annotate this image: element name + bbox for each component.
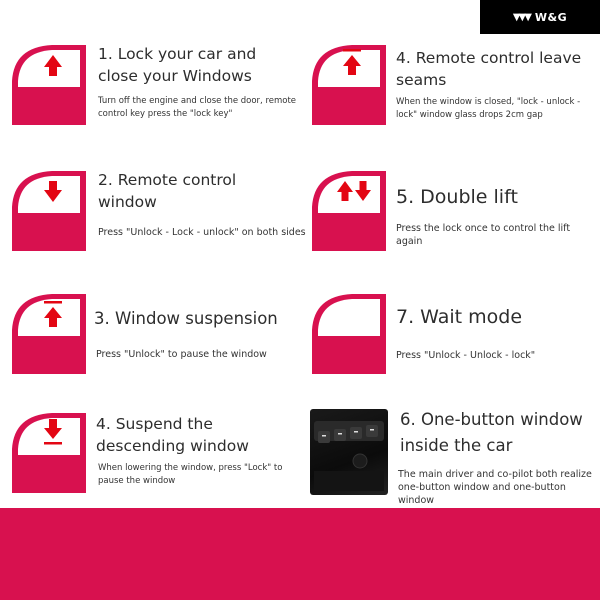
door-window-icon [10, 409, 88, 495]
card-title: 2. Remote control window [98, 171, 237, 211]
card-title: 1. Lock your car and close your Windows [98, 45, 257, 85]
card-title: 6. One-button window inside the car [400, 410, 583, 455]
wings-icon: ▼▼▼ [512, 11, 530, 23]
door-window-icon [10, 290, 88, 376]
footer-band [0, 508, 600, 600]
card-description: When the window is closed, "lock - unlock - lock" window glass drops 2cm gap [396, 97, 581, 120]
card-description: Press "Unlock - Unlock - lock" [396, 350, 536, 361]
card-title: 5. Double lift [396, 186, 518, 208]
card-description: Turn off the engine and close the door, remote control key press the "lock key" [98, 96, 297, 119]
door-window-icon [10, 41, 88, 127]
card-description: Press "Unlock - Lock - unlock" on both sides [98, 227, 306, 238]
card-description: When lowering the window, press "Lock" to pause the window [98, 463, 283, 486]
brand-logo-text: W&G [534, 10, 568, 24]
card-title: 7. Wait mode [396, 306, 523, 328]
door-window-icon [10, 167, 88, 253]
door-window-icon [310, 41, 388, 127]
door-window-icon [310, 167, 388, 253]
window-switch-photo [310, 409, 388, 495]
card-description: The main driver and co-pilot both realize one-button window and one-button window [398, 469, 592, 506]
card-description: Press "Unlock" to pause the window [96, 349, 267, 360]
card-title: 3. Window suspension [94, 309, 278, 328]
card-title: 4. Remote control leave seams [396, 49, 582, 89]
brand-logo [480, 0, 600, 34]
empty-door-icon [310, 290, 388, 376]
card-title: 4. Suspend the descending window [96, 415, 249, 455]
card-description: Press the lock once to control the lift again [396, 223, 571, 247]
